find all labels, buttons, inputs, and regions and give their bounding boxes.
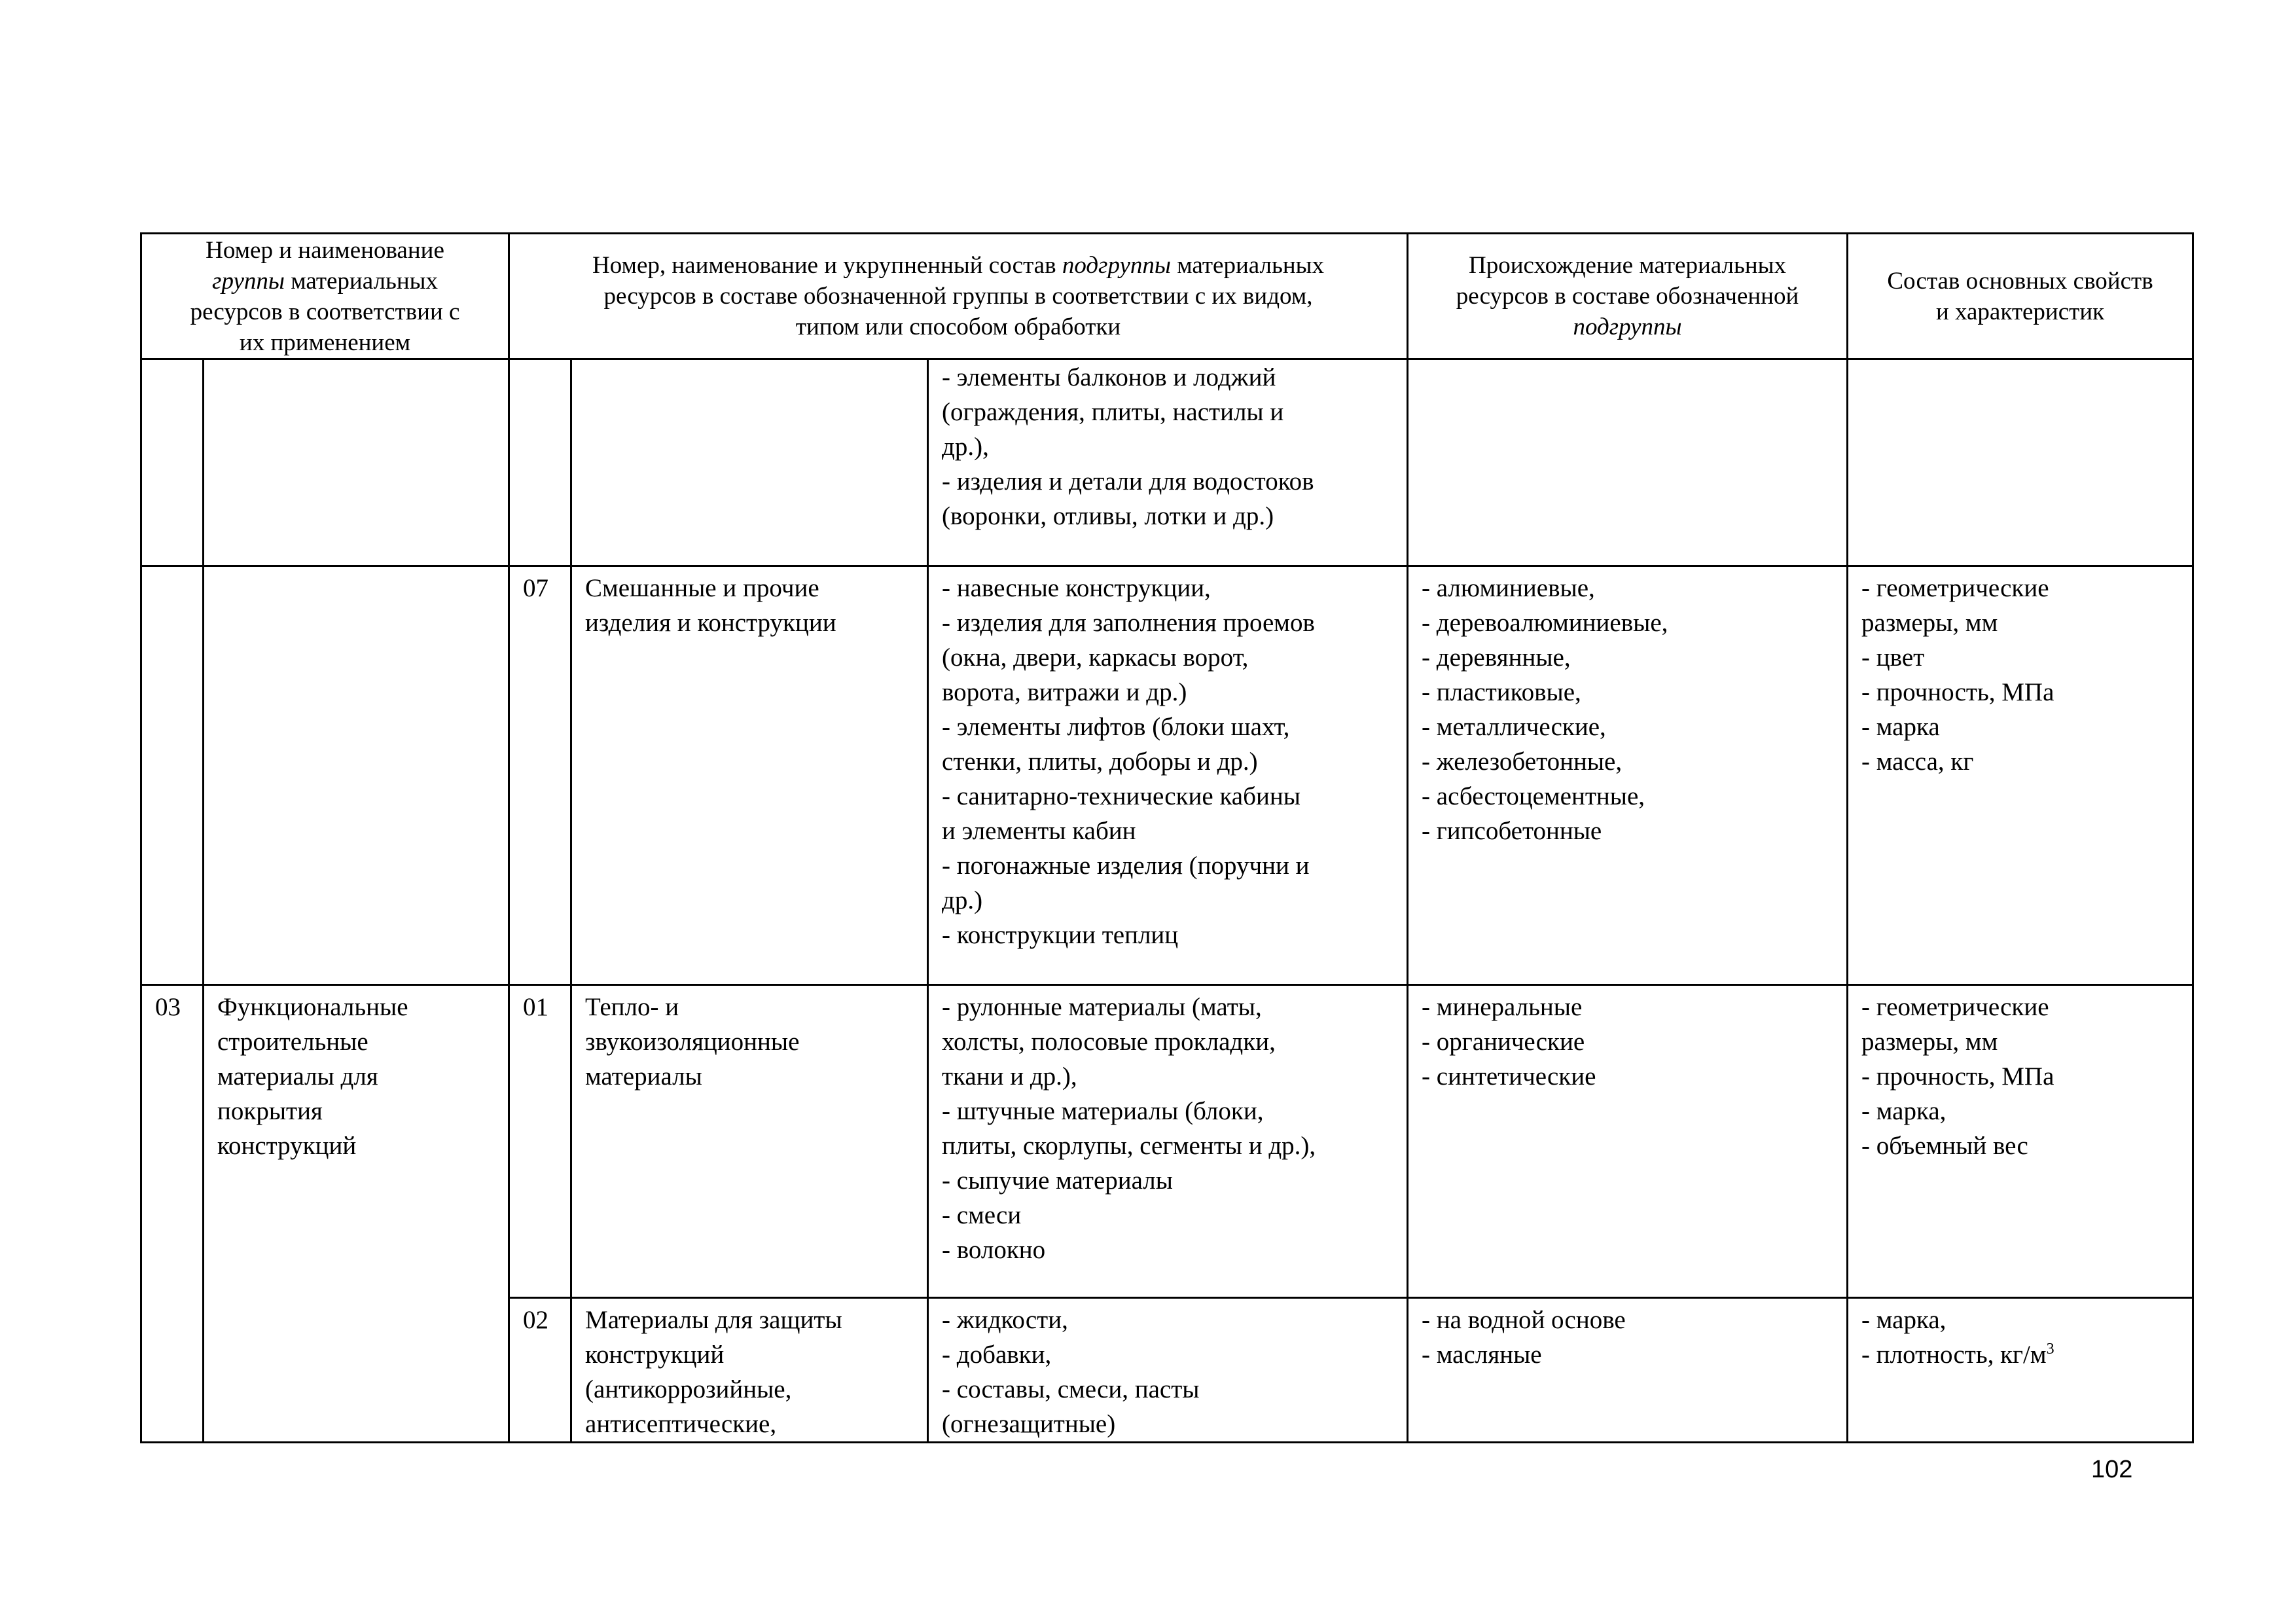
page-number: 102 xyxy=(2091,1456,2133,1483)
composition-cell: - жидкости, - добавки, - составы, смеси, пасты (огнезащитные) xyxy=(928,1298,1408,1443)
group-name-cell xyxy=(204,359,509,566)
table-row xyxy=(141,566,2193,985)
group-code-cell: 03 xyxy=(141,985,204,1443)
origin-cell: - минеральные - органические - синтетические xyxy=(1408,985,1848,1298)
header-properties-column: Состав основных свойств и характеристик xyxy=(1848,234,2193,359)
superscript-3: 3 xyxy=(2046,1341,2054,1358)
subgroup-code-cell: 07 xyxy=(509,566,571,985)
subgroup-name-cell: Смешанные и прочие изделия и конструкции xyxy=(571,566,928,985)
origin-cell: - алюминиевые, - деревоалюминиевые, - деревянные, - пластиковые, - металлические, - железобетонные, - асбестоцементные, - гипсобетонные xyxy=(1408,566,1848,985)
group-name-cell xyxy=(204,566,509,985)
group-name-cell: Функциональные строительные материалы для покрытия конструкций xyxy=(204,985,509,1443)
materials-table xyxy=(140,232,2194,1443)
properties-cell: - геометрические размеры, мм - прочность, МПа - марка, - объемный вес xyxy=(1848,985,2193,1298)
header-group-column: Номер и наименование группы материальных ресурсов в соответствии с их применением xyxy=(141,234,509,359)
table-header-row xyxy=(141,234,2193,359)
subgroup-name-cell xyxy=(571,359,928,566)
subgroup-name-cell: Материалы для защиты конструкций (антикоррозийные, антисептические, xyxy=(571,1298,928,1443)
properties-cell: - марка, - плотность, $кг/м^3$ xyxy=(1848,1298,2193,1443)
composition-cell: - рулонные материалы (маты, холсты, полосовые прокладки, ткани и др.), - штучные материалы (блоки, плиты, скорлупы, сегменты и др.), - сыпучие материалы - смеси - волокно xyxy=(928,985,1408,1298)
properties-cell xyxy=(1848,359,2193,566)
header-italic-group: группы xyxy=(212,267,285,295)
origin-cell xyxy=(1408,359,1848,566)
properties-cell: - геометрические размеры, мм - цвет - прочность, МПа - марка - масса, кг xyxy=(1848,566,2193,985)
subgroup-code-cell: 01 xyxy=(509,985,571,1298)
table-row xyxy=(141,985,2193,1298)
subgroup-code-cell xyxy=(509,359,571,566)
group-code-cell xyxy=(141,566,204,985)
table-row xyxy=(141,359,2193,566)
header-origin-column: Происхождение материальных ресурсов в составе обозначенной подгруппы xyxy=(1408,234,1848,359)
subgroup-code-cell: 02 xyxy=(509,1298,571,1443)
composition-cell: - навесные конструкции, - изделия для заполнения проемов (окна, двери, каркасы ворот, ворота, витражи и др.) - элементы лифтов (блоки шахт, стенки, плиты, доборы и др.) - санитарно-технические кабины и элементы кабин - погонажные изделия (поручни и др.) - конструкции теплиц xyxy=(928,566,1408,985)
origin-cell: - на водной основе - масляные xyxy=(1408,1298,1848,1443)
group-code-cell xyxy=(141,359,204,566)
header-subgroup-column: Номер, наименование и укрупненный состав подгруппы материальных ресурсов в составе обозначенной группы в соответствии с их видом, типом или способом обработки xyxy=(509,234,1408,359)
composition-cell: - элементы балконов и лоджий (ограждения, плиты, настилы и др.), - изделия и детали для водостоков (воронки, отливы, лотки и др.) xyxy=(928,359,1408,566)
subgroup-name-cell: Тепло- и звукоизоляционные материалы xyxy=(571,985,928,1298)
